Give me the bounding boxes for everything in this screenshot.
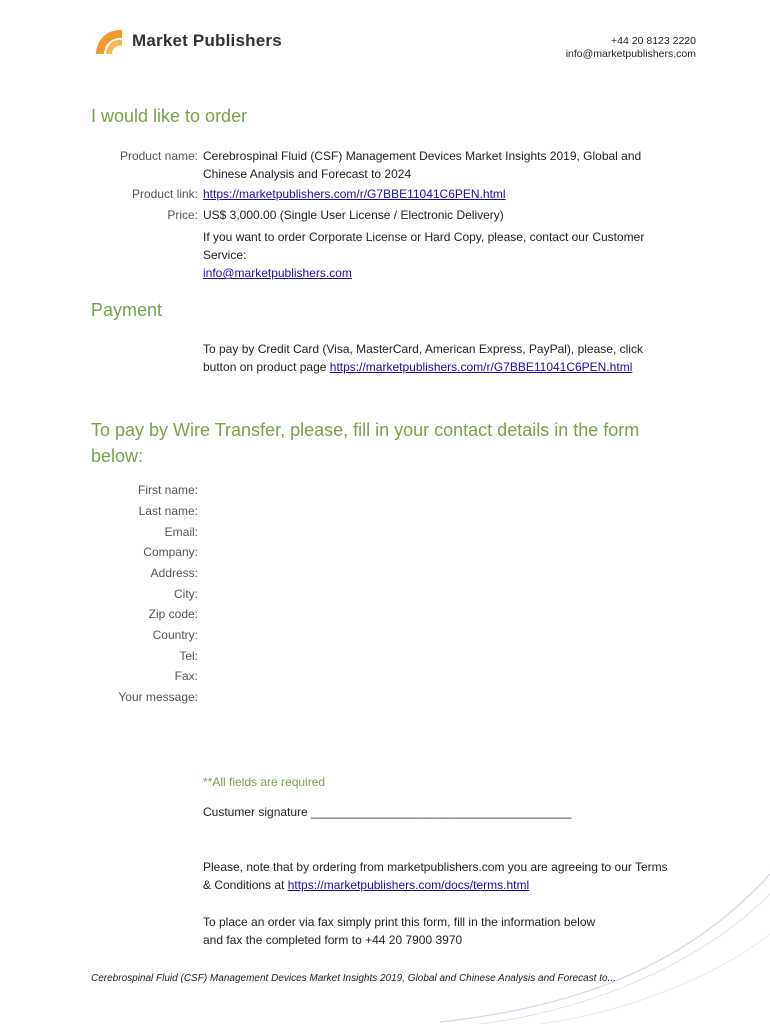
header-phone: +44 20 8123 2220 — [611, 35, 696, 47]
header-email[interactable]: info@marketpublishers.com — [565, 48, 696, 60]
logo-text: Market Publishers — [132, 31, 282, 50]
header-contact — [566, 35, 696, 61]
form-label-zip-code: Zip code: — [148, 607, 198, 621]
terms-line2-prefix: & Conditions at — [203, 878, 288, 892]
form-label-email: Email: — [164, 525, 198, 539]
product-name — [203, 147, 693, 183]
footer-text: Cerebrospinal Fluid (CSF) Management Devices Market Insights 2019, Global and Chinese Analysis and Forecast to... — [91, 973, 616, 984]
payment-heading: Payment — [91, 300, 163, 320]
logo — [94, 26, 282, 56]
corporate-note — [203, 228, 693, 282]
corporate-line1: If you want to order Corporate License or Hard Copy, please, contact our Customer — [203, 230, 645, 244]
form-label-address: Address: — [150, 566, 198, 580]
form-label-country: Country: — [152, 628, 198, 642]
form-label-city: City: — [174, 587, 198, 601]
form-label-tel: Tel: — [179, 649, 198, 663]
payment-line2-prefix: button on product page — [203, 360, 330, 374]
terms-link[interactable]: https://marketpublishers.com/docs/terms.html — [287, 878, 530, 892]
form-label-fax: Fax: — [174, 669, 198, 683]
product-link-label: Product link: — [131, 187, 198, 201]
fax-line1: To place an order via fax simply print this form, fill in the information below — [203, 915, 596, 929]
wire-heading-line1: To pay by Wire Transfer, please, fill in your contact details in the form — [91, 420, 640, 440]
required-note: **All fields are required — [203, 775, 326, 789]
payment-text — [203, 340, 693, 376]
fax-line2: and fax the completed form to +44 20 7900 3970 — [203, 933, 463, 947]
signature-line: Custumer signature _______________________________________ — [203, 805, 572, 819]
order-heading: I would like to order — [91, 106, 248, 126]
form-label-company: Company: — [143, 545, 198, 559]
product-name-line1: Cerebrospinal Fluid (CSF) Management Devices Market Insights 2019, Global and — [203, 149, 642, 163]
product-link[interactable]: https://marketpublishers.com/r/G7BBE11041C6PEN.html — [203, 187, 506, 201]
form-label-message: Your message: — [118, 690, 198, 704]
wire-heading-line2: below: — [91, 446, 144, 466]
payment-product-link[interactable]: https://marketpublishers.com/r/G7BBE11041C6PEN.html — [329, 360, 633, 374]
terms-line1: Please, note that by ordering from marketpublishers.com you are agreeing to our Terms — [203, 860, 668, 874]
corporate-email-link[interactable]: info@marketpublishers.com — [203, 266, 352, 280]
wire-heading — [91, 417, 691, 469]
market-publishers-logo-icon — [94, 26, 128, 56]
decorative-swoosh — [440, 834, 770, 1024]
payment-line1: To pay by Credit Card (Visa, MasterCard, American Express, PayPal), please, click — [203, 342, 643, 356]
product-name-line2: Chinese Analysis and Forecast to 2024 — [203, 167, 412, 181]
price-value: US$ 3,000.00 (Single User License / Electronic Delivery) — [203, 208, 504, 222]
product-name-label: Product name: — [119, 149, 198, 163]
corporate-line2: Service: — [203, 248, 247, 262]
form-label-last-name: Last name: — [138, 504, 198, 518]
form-label-first-name: First name: — [137, 483, 198, 497]
price-label: Price: — [167, 208, 198, 222]
